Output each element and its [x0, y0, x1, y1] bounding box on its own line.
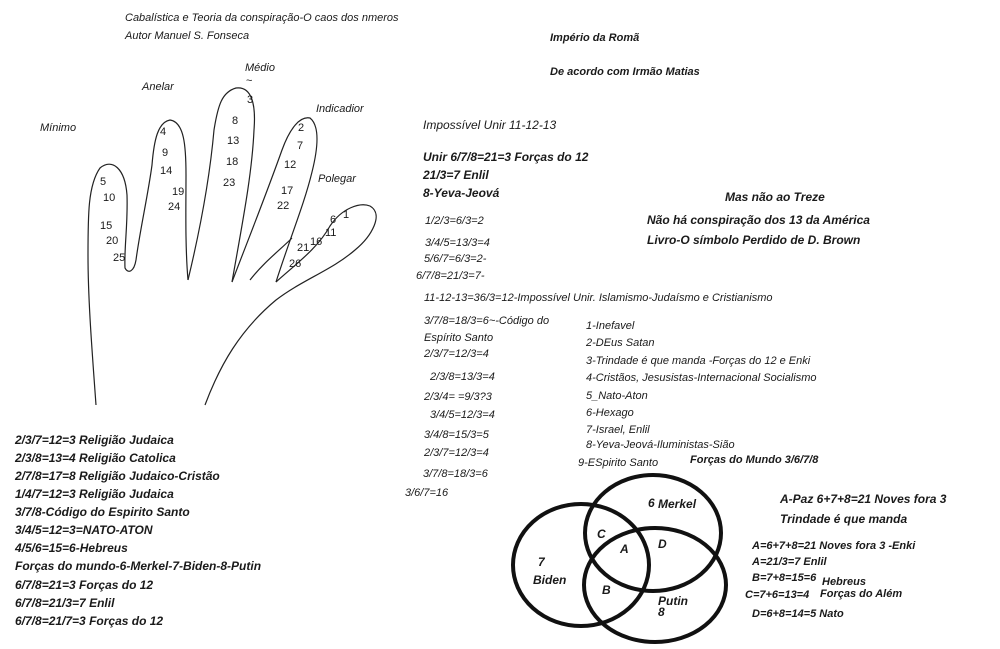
calc-line: 11-12-13=36/3=12-Impossível Unir. Islamismo-Judaísmo e Cristianismo [424, 292, 773, 304]
numbered-list-item: 2-DEus Satan [586, 337, 655, 349]
numbered-list-item: 9-ESpirito Santo [578, 457, 659, 469]
calc-line: 3/4/5=13/3=4 [425, 237, 490, 249]
calc-line: 1/2/3=6/3=2 [425, 215, 484, 227]
venn-region-b: B [602, 583, 611, 597]
religion-line: 3/7/8-Código do Espirito Santo [15, 505, 190, 519]
religion-line: 3/4/5=12=3=NATO-ATON [15, 523, 153, 537]
minimo-number: 20 [106, 235, 119, 247]
finger-label-anelar: Anelar [142, 81, 174, 93]
numbered-list-item: 4-Cristãos, Jesusistas-Internacional Socialismo [586, 372, 817, 384]
finger-label-medio: Médio [245, 62, 275, 74]
polegar-number: 26 [289, 258, 302, 270]
finger-label-medio-mark: ~ [246, 75, 253, 87]
indicador-number: 7 [297, 140, 304, 152]
medio-number: 23 [223, 177, 236, 189]
calc-line: 6/7/8=21/3=7- [416, 270, 485, 282]
medio-number: 18 [226, 156, 239, 168]
document-title: Cabalística e Teoria da conspiração-O caos dos nmeros [125, 12, 399, 24]
empire-title: Império da Romã [550, 32, 640, 44]
paz-trindade: Trindade é que manda [780, 512, 908, 526]
calc-line: 3/7/8=18/3=6~-Código do [424, 315, 550, 327]
unir-line: 8-Yeva-Jeová [423, 186, 500, 200]
calc-line: 2/3/4= =9/3?3 [424, 391, 492, 403]
calc-line: 3/4/8=15/3=5 [424, 429, 489, 441]
calc-line: Espírito Santo [424, 332, 494, 344]
numbered-list-item: 6-Hexago [586, 407, 634, 419]
calc-line: 3/6/7=16 [405, 487, 449, 499]
venn-title: Forças do Mundo 3/6/7/8 [690, 454, 819, 466]
paz-hebreus: Hebreus [822, 576, 867, 588]
religion-line: 2/3/7=12=3 Religião Judaica [15, 433, 174, 447]
treze-line: Livro-O símbolo Perdido de D. Brown [647, 233, 861, 247]
numbered-list-item: 1-Inefavel [586, 320, 635, 332]
minimo-number: 5 [100, 176, 107, 188]
anelar-number: 19 [172, 186, 185, 198]
paz-forcas-alem: Forças do Além [820, 588, 903, 600]
venn-region-c: C [597, 527, 606, 541]
venn-putin-label: Putin [658, 594, 688, 608]
treze-line: Não há conspiração dos 13 da América [647, 213, 870, 227]
finger-label-polegar: Polegar [318, 173, 356, 185]
numbered-list-item: 7-Israel, Enlil [586, 424, 650, 436]
calc-line: 2/3/8=13/3=4 [430, 371, 495, 383]
numbered-list-item: 5_Nato-Aton [586, 390, 648, 402]
minimo-number: 10 [103, 192, 116, 204]
paz-formula: C=7+6=13=4 [745, 589, 810, 601]
venn-region-d: D [658, 537, 667, 551]
paz-formula: A=21/3=7 Enlil [752, 556, 827, 568]
calc-line: 2/3/7=12/3=4 [424, 447, 489, 459]
finger-label-indicador: Indicadior [316, 103, 364, 115]
religion-line: 4/5/6=15=6-Hebreus [15, 541, 128, 555]
religion-line: Forças do mundo-6-Merkel-7-Biden-8-Putin [15, 559, 262, 573]
polegar-number: 11 [325, 227, 337, 239]
indicador-number: 2 [298, 122, 305, 134]
medio-number: 3 [247, 94, 254, 106]
paz-formula: B=7+8=15=6 [752, 572, 817, 584]
numbered-list-item: 3-Trindade é que manda -Forças do 12 e Enki [586, 355, 811, 367]
minimo-number: 15 [100, 220, 113, 232]
minimo-number: 25 [113, 252, 126, 264]
venn-region-a: A [620, 542, 629, 556]
indicador-number: 17 [281, 185, 294, 197]
polegar-number: 21 [297, 242, 310, 254]
anelar-number: 24 [168, 201, 181, 213]
religion-line: 6/7/8=21=3 Forças do 12 [15, 578, 154, 592]
venn-circle-biden [513, 504, 649, 626]
polegar-number: 16 [310, 236, 323, 248]
calc-line: 5/6/7=6/3=2- [424, 253, 487, 265]
empire-subtitle: De acordo com Irmão Matias [550, 66, 700, 78]
calc-line: 2/3/7=12/3=4 [424, 348, 489, 360]
anelar-number: 4 [160, 126, 167, 138]
religion-line: 6/7/8=21/3=7 Enlil [15, 596, 115, 610]
indicador-number: 22 [277, 200, 290, 212]
paz-formula: A=6+7+8=21 Noves fora 3 -Enki [752, 540, 916, 552]
indicador-number: 12 [284, 159, 297, 171]
polegar-number: 1 [343, 209, 350, 221]
venn-merkel-label: Merkel [658, 497, 697, 511]
paz-formula: D=6+8=14=5 Nato [752, 608, 844, 620]
unir-line: 21/3=7 Enlil [423, 168, 489, 182]
religion-line: 2/7/8=17=8 Religião Judaico-Cristão [15, 469, 220, 483]
medio-number: 8 [232, 115, 239, 127]
venn-merkel-num: 6 [648, 496, 655, 510]
medio-number: 13 [227, 135, 240, 147]
venn-putin-num: 8 [658, 605, 665, 619]
anelar-number: 9 [162, 147, 169, 159]
religion-line: 1/4/7=12=3 Religião Judaica [15, 487, 174, 501]
paz-line: A-Paz 6+7+8=21 Noves fora 3 [780, 492, 947, 506]
calc-line: 3/4/5=12/3=4 [430, 409, 495, 421]
author-line: Autor Manuel S. Fonseca [125, 30, 250, 42]
venn-biden-label: Biden [533, 573, 567, 587]
treze-title: Mas não ao Treze [725, 190, 825, 204]
venn-biden-num: 7 [538, 555, 545, 569]
religion-line: 6/7/8=21/7=3 Forças do 12 [15, 614, 164, 628]
numbered-list-item: 8-Yeva-Jeová-Iluministas-Sião [586, 439, 735, 451]
anelar-number: 14 [160, 165, 173, 177]
unir-line: Unir 6/7/8=21=3 Forças do 12 [423, 150, 589, 164]
polegar-number: 6 [330, 214, 337, 226]
calc-line: 3/7/8=18/3=6 [423, 468, 488, 480]
impossivel-unir: Impossível Unir 11-12-13 [423, 118, 557, 132]
religion-line: 2/3/8=13=4 Religião Catolica [15, 451, 176, 465]
finger-label-minimo: Mínimo [40, 122, 77, 134]
